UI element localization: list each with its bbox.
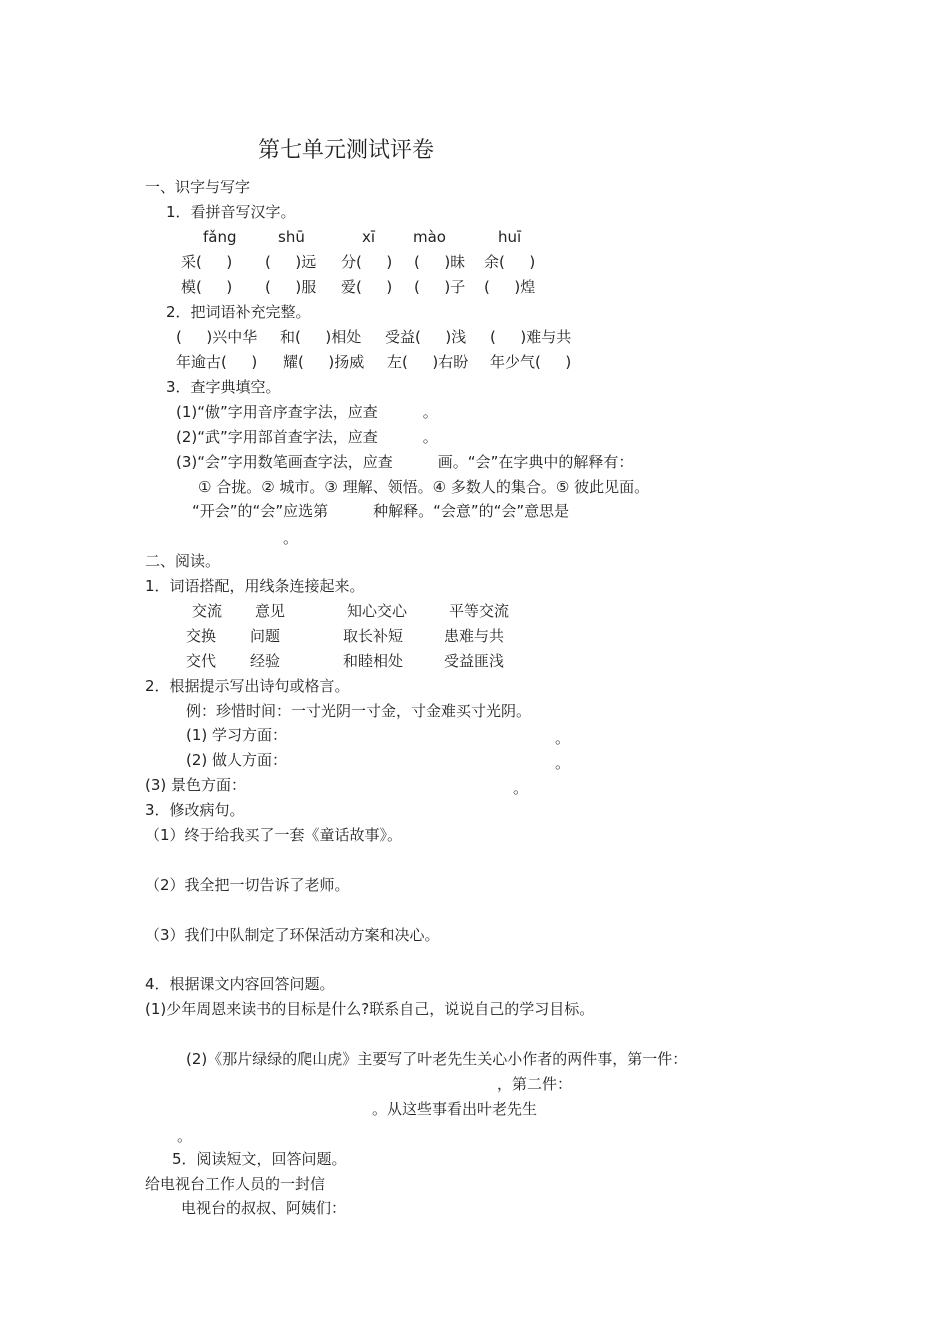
s2-q1-label: 1．词语搭配，用线条连接起来。	[145, 577, 365, 595]
q1-label: 1．看拼音写汉字。	[166, 203, 296, 221]
s2-q5-label: 5．阅读短文，回答问题。	[172, 1150, 347, 1168]
s2-q2-label: 2．根据提示写出诗句或格言。	[145, 677, 350, 695]
pinyin-2: shū	[278, 228, 305, 246]
letter-greeting: 电视台的叔叔、阿姨们：	[181, 1199, 347, 1217]
idiom-cell: 年逾古( )	[176, 353, 258, 371]
s2-q2-a: (1) 学习方面：	[186, 726, 288, 744]
s2-q2-c-end: 。	[513, 779, 529, 797]
q3-line-5: “开会”的“会”应选第 种解释。“会意”的“会”意思是	[192, 502, 570, 520]
char-cell: ( )子	[414, 278, 466, 296]
char-cell: 模( )	[181, 278, 233, 296]
idiom-cell: 受益( )浅	[385, 328, 467, 346]
s2-q2-example: 例：珍惜时间：一寸光阴一寸金，寸金难买寸光阴。	[186, 702, 532, 720]
idiom-cell: ( )兴中华	[176, 328, 258, 346]
page-title: 第七单元测试评卷	[258, 138, 435, 163]
s2-q2-a-end: 。	[555, 729, 571, 747]
match-word: 和睦相处	[343, 652, 404, 670]
char-cell: 分( )	[341, 253, 393, 271]
match-word: 意见	[255, 602, 286, 620]
match-word: 患难与共	[444, 627, 505, 645]
char-cell: 余( )	[484, 253, 536, 271]
section-1-heading: 一、识字与写字	[145, 178, 251, 196]
char-cell: ( )远	[265, 253, 317, 271]
match-word: 经验	[250, 652, 281, 670]
q3-line-4: ① 合拢。② 城市。③ 理解、领悟。④ 多数人的集合。⑤ 彼此见面。	[198, 478, 650, 496]
pinyin-3: xī	[362, 228, 376, 246]
letter-title: 给电视台工作人员的一封信	[145, 1175, 326, 1193]
s2-q4-a: (1)少年周恩来读书的目标是什么?联系自己，说说自己的学习目标。	[145, 1000, 595, 1018]
pinyin-4: mào	[413, 228, 446, 246]
idiom-cell: 左( )右盼	[387, 353, 469, 371]
char-cell: ( )昧	[414, 253, 466, 271]
q3-line-3: (3)“会”字用数笔画查字法，应查 画。“会”在字典中的解释有：	[176, 453, 634, 471]
s2-q3-a: （1）终于给我买了一套《童话故事》。	[145, 826, 403, 844]
s2-q3-label: 3．修改病句。	[145, 801, 245, 819]
char-cell: 采( )	[181, 253, 233, 271]
match-word: 交流	[192, 602, 223, 620]
char-cell: ( )煌	[484, 278, 536, 296]
match-word: 交换	[186, 627, 217, 645]
idiom-cell: 耀( )扬威	[283, 353, 365, 371]
match-word: 取长补短	[343, 627, 404, 645]
q3-line-1: (1)“傲”字用音序查字法，应查 。	[176, 403, 438, 421]
idiom-cell: 和( )相处	[280, 328, 362, 346]
q2-label: 2．把词语补充完整。	[166, 303, 311, 321]
s2-q2-b-end: 。	[555, 754, 571, 772]
match-word: 受益匪浅	[444, 652, 505, 670]
match-word: 交代	[186, 652, 217, 670]
s2-q4-b3: 。从这些事看出叶老先生	[372, 1100, 538, 1118]
char-cell: 爱( )	[341, 278, 393, 296]
match-word: 知心交心	[347, 602, 408, 620]
match-word: 问题	[250, 627, 281, 645]
char-cell: ( )服	[265, 278, 317, 296]
q3-label: 3．查字典填空。	[166, 378, 281, 396]
s2-q3-c: （3）我们中队制定了环保活动方案和决心。	[145, 926, 440, 944]
q3-line-2: (2)“武”字用部首查字法，应查 。	[176, 428, 438, 446]
s2-q4-b2: ，第二件：	[497, 1075, 573, 1093]
s2-q4-b1: (2)《那片绿绿的爬山虎》主要写了叶老先生关心小作者的两件事，第一件：	[186, 1050, 688, 1068]
s2-q2-b: (2) 做人方面：	[186, 751, 288, 769]
idiom-cell: 年少气( )	[490, 353, 572, 371]
s2-q3-b: （2）我全把一切告诉了老师。	[145, 876, 350, 894]
s2-q2-c: (3) 景色方面：	[145, 776, 247, 794]
pinyin-5: huī	[498, 228, 522, 246]
pinyin-1: fǎng	[203, 228, 237, 246]
s2-q4-label: 4．根据课文内容回答问题。	[145, 975, 335, 993]
q3-line-6: 。	[283, 529, 299, 547]
section-2-heading: 二、阅读。	[145, 552, 221, 570]
s2-q4-b4: 。	[177, 1127, 193, 1145]
idiom-cell: ( )难与共	[490, 328, 572, 346]
match-word: 平等交流	[449, 602, 510, 620]
